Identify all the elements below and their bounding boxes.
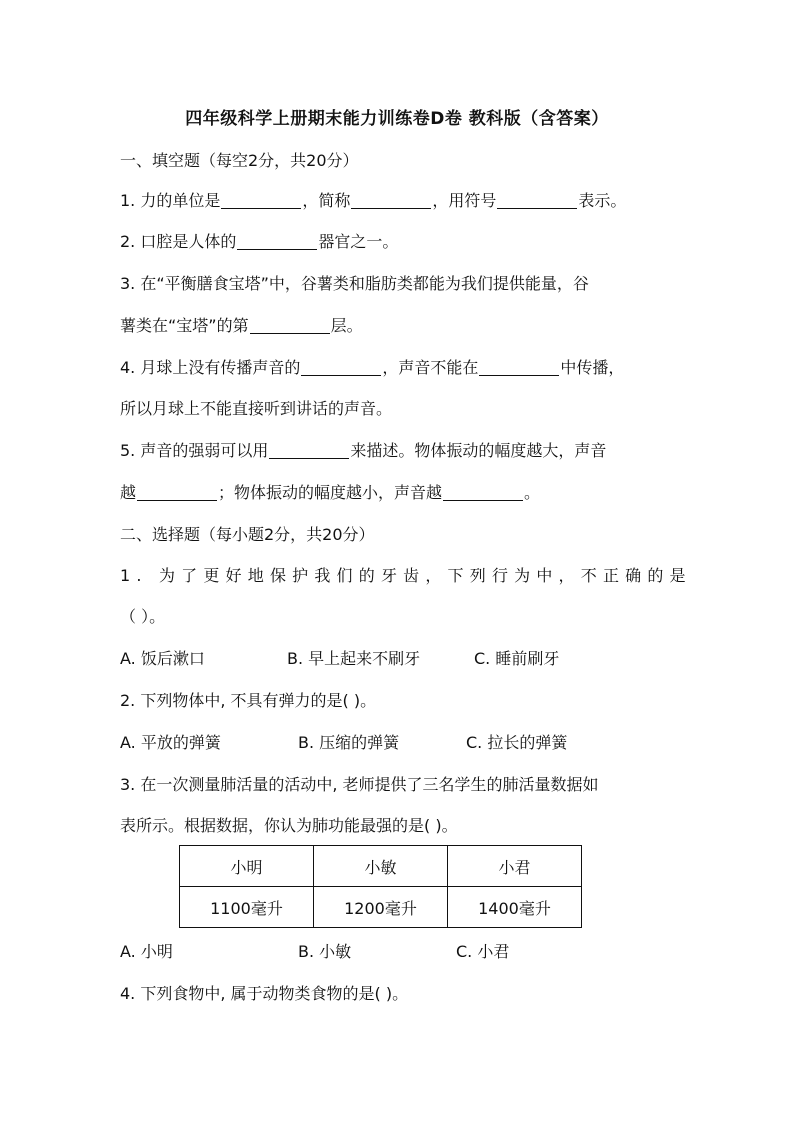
option-c[interactable]: C. 小君 (456, 942, 510, 961)
option-a[interactable]: A. 饭后漱口 (120, 649, 205, 668)
question-2-4: 4. 下列食物中, 属于动物类食物的是( )。 (120, 984, 409, 1003)
table-cell: 小君 (448, 846, 582, 887)
question-2-1-line2: （ ）。 (120, 607, 166, 626)
table-cell: 1400毫升 (448, 887, 582, 928)
section-heading-multiple-choice: 二、选择题（每小题2分，共20分） (120, 525, 375, 544)
option-c[interactable]: C. 拉长的弹簧 (466, 733, 568, 752)
question-1-5-line1: 5. 声音的强弱可以用 来描述。物体振动的幅度越大，声音 (120, 441, 607, 460)
option-a[interactable]: A. 小明 (120, 942, 173, 961)
option-a[interactable]: A. 平放的弹簧 (120, 733, 221, 752)
question-2-2: 2. 下列物体中, 不具有弹力的是( )。 (120, 691, 377, 710)
section-heading-fill-blank: 一、填空题（每空2分，共20分） (120, 151, 359, 170)
question-1-2: 2. 口腔是人体的 器官之一。 (120, 232, 399, 251)
question-2-1-line1: 1. 为了更好地保护我们的牙齿，下列行为中，不正确的是 (120, 566, 692, 585)
question-2-2-options (120, 732, 680, 754)
answer-blank[interactable] (497, 190, 577, 209)
table-cell: 小明 (180, 846, 314, 887)
table-row (180, 887, 582, 928)
question-1-4-line1: 4. 月球上没有传播声音的 ，声音不能在 中传播， (120, 358, 625, 377)
answer-blank[interactable] (221, 190, 301, 209)
answer-blank[interactable] (269, 440, 349, 459)
question-1-1: 1. 力的单位是 ，简称 ，用符号 表示。 (120, 191, 627, 210)
option-b[interactable]: B. 早上起来不刷牙 (287, 649, 421, 668)
table-cell: 1200毫升 (314, 887, 448, 928)
answer-blank[interactable] (137, 482, 217, 501)
lung-capacity-table (179, 845, 582, 928)
answer-blank[interactable] (351, 190, 431, 209)
question-1-3-line1: 3. 在“平衡膳食宝塔”中，谷薯类和脂肪类都能为我们提供能量，谷 (120, 274, 589, 293)
answer-blank[interactable] (479, 357, 559, 376)
table-cell: 1100毫升 (180, 887, 314, 928)
option-b[interactable]: B. 压缩的弹簧 (298, 733, 400, 752)
question-2-3-line1: 3. 在一次测量肺活量的活动中, 老师提供了三名学生的肺活量数据如 (120, 775, 599, 794)
question-1-5-line2: 越 ；物体振动的幅度越小，声音越 。 (120, 483, 541, 502)
page-title: 四年级科学上册期末能力训练卷D卷 教科版（含答案） (185, 109, 609, 129)
question-2-3-line2: 表所示。根据数据，你认为肺功能最强的是( )。 (120, 816, 458, 835)
answer-blank[interactable] (443, 482, 523, 501)
question-1-4-line2: 所以月球上不能直接听到讲话的声音。 (120, 399, 393, 418)
option-b[interactable]: B. 小敏 (298, 942, 352, 961)
option-c[interactable]: C. 睡前刷牙 (474, 649, 560, 668)
answer-blank[interactable] (250, 315, 330, 334)
table-cell: 小敏 (314, 846, 448, 887)
question-1-3-line2: 薯类在“宝塔”的第 层。 (120, 316, 363, 335)
answer-blank[interactable] (301, 357, 381, 376)
question-2-1-options (120, 648, 680, 670)
question-2-3-options (120, 941, 680, 963)
table-row (180, 846, 582, 887)
answer-blank[interactable] (237, 231, 317, 250)
